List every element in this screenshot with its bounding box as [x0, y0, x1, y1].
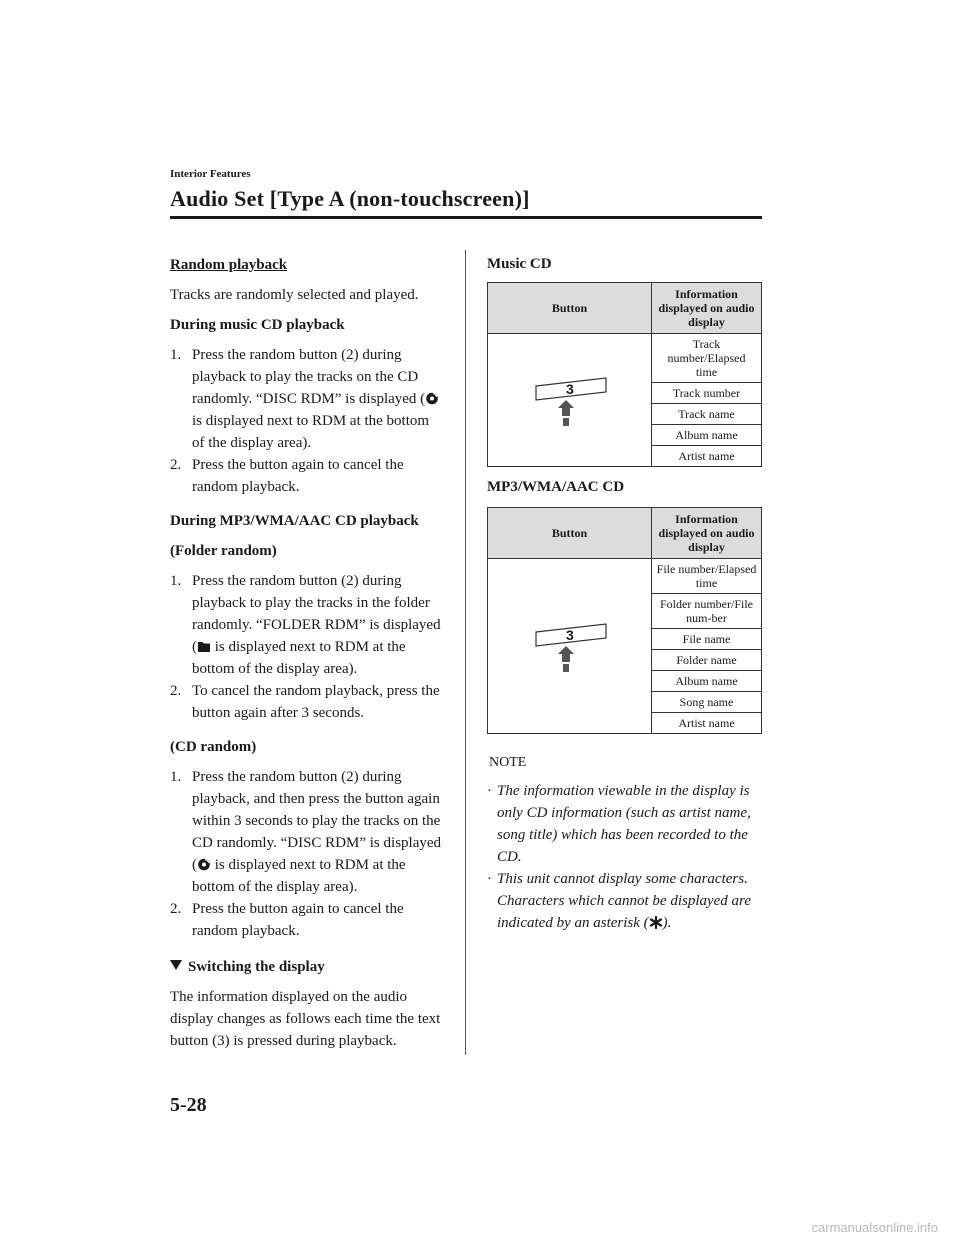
watermark: carmanualsonline.info: [811, 1220, 938, 1235]
info-cell: Track name: [652, 404, 762, 425]
triangle-icon: [170, 960, 182, 970]
table-header-row: [488, 283, 762, 334]
cd-random-heading: (CD random): [170, 739, 257, 755]
switch-text: The information displayed on the audio display changes as follows each time the text button (3) is pressed during playback.: [170, 989, 441, 1049]
text-button-icon: [530, 370, 610, 428]
music-cd-table: [487, 282, 762, 467]
info-cell: File number/Elapsed time: [652, 559, 762, 594]
folder-random-heading: (Folder random): [170, 543, 277, 559]
music-cd-step-1: 1. Press the random button (2) during playback to play the tracks on the CD randomly. “DISC RDM” is displayed ( is displayed next to RDM at the bottom of the display area).: [170, 344, 442, 454]
text-button-cell: [488, 559, 652, 734]
random-intro: Tracks are randomly selected and played.: [170, 287, 419, 303]
title-rule: [170, 216, 762, 219]
col-info-header: Information displayed on audio display: [652, 508, 762, 559]
info-cell: Track number/Elapsed time: [652, 334, 762, 383]
table-row: [488, 559, 762, 594]
section-label: Interior Features: [170, 168, 251, 180]
music-cd-heading: During music CD playback: [170, 317, 345, 333]
note-label: NOTE: [489, 755, 527, 770]
col-button-header: Button: [488, 283, 652, 334]
folder-step-2: 2. To cancel the random playback, press the button again after 3 seconds.: [170, 683, 440, 721]
button-number: 3: [565, 626, 574, 643]
note-block: [487, 752, 757, 934]
folder-icon: [197, 640, 211, 653]
disc-icon: [197, 858, 211, 871]
info-cell: Folder name: [652, 650, 762, 671]
info-cell: Album name: [652, 671, 762, 692]
cd-random-step-2: 2. Press the button again to cancel the random playback.: [170, 901, 404, 939]
folder-step-1: 1. Press the random button (2) during playback to play the tracks in the folder randomly. “FOLDER RDM” is displayed ( is displayed next to RDM at the bottom of the display area).: [170, 573, 441, 677]
info-cell: Artist name: [652, 446, 762, 467]
column-divider: [465, 250, 466, 1055]
mp3-heading: During MP3/WMA/AAC CD playback: [170, 513, 419, 529]
info-cell: Artist name: [652, 713, 762, 734]
page-title: Audio Set [Type A (non-touchscreen)]: [170, 186, 530, 211]
table-header-row: [488, 508, 762, 559]
table-row: [488, 334, 762, 383]
cd-random-step-1: 1. Press the random button (2) during playback, and then press the button again within 3 seconds to play the tracks on the CD randomly. “DISC RDM” is displayed ( is displayed next to RDM at the bottom of the display area).: [170, 769, 442, 895]
mp3-label: MP3/WMA/AAC CD: [487, 479, 625, 495]
disc-icon: [425, 392, 439, 405]
asterisk-icon: [649, 916, 663, 929]
text-button-icon: [530, 616, 610, 674]
text-button-cell: [488, 334, 652, 467]
music-cd-step-2: 2. Press the button again to cancel the random playback.: [170, 457, 404, 495]
random-heading: Random playback: [170, 257, 288, 273]
left-column: [170, 254, 442, 1052]
col-info-header: Information displayed on audio display: [652, 283, 762, 334]
button-number: 3: [565, 380, 574, 397]
col-button-header: Button: [488, 508, 652, 559]
switch-heading: Switching the display: [170, 956, 442, 978]
note-item: · This unit cannot display some characters. Characters which cannot be displayed are indicated by an asterisk ( ).: [487, 871, 751, 931]
info-cell: File name: [652, 629, 762, 650]
page-number: 5-28: [170, 1094, 207, 1116]
info-cell: Folder number/File num-ber: [652, 594, 762, 629]
music-cd-label: Music CD: [487, 256, 552, 272]
mp3-table: [487, 507, 762, 734]
info-cell: Track number: [652, 383, 762, 404]
info-cell: Album name: [652, 425, 762, 446]
info-cell: Song name: [652, 692, 762, 713]
right-column: [487, 254, 762, 934]
note-item: · The information viewable in the display is only CD information (such as artist name, song title) which has been recorded to the CD.: [487, 783, 751, 865]
